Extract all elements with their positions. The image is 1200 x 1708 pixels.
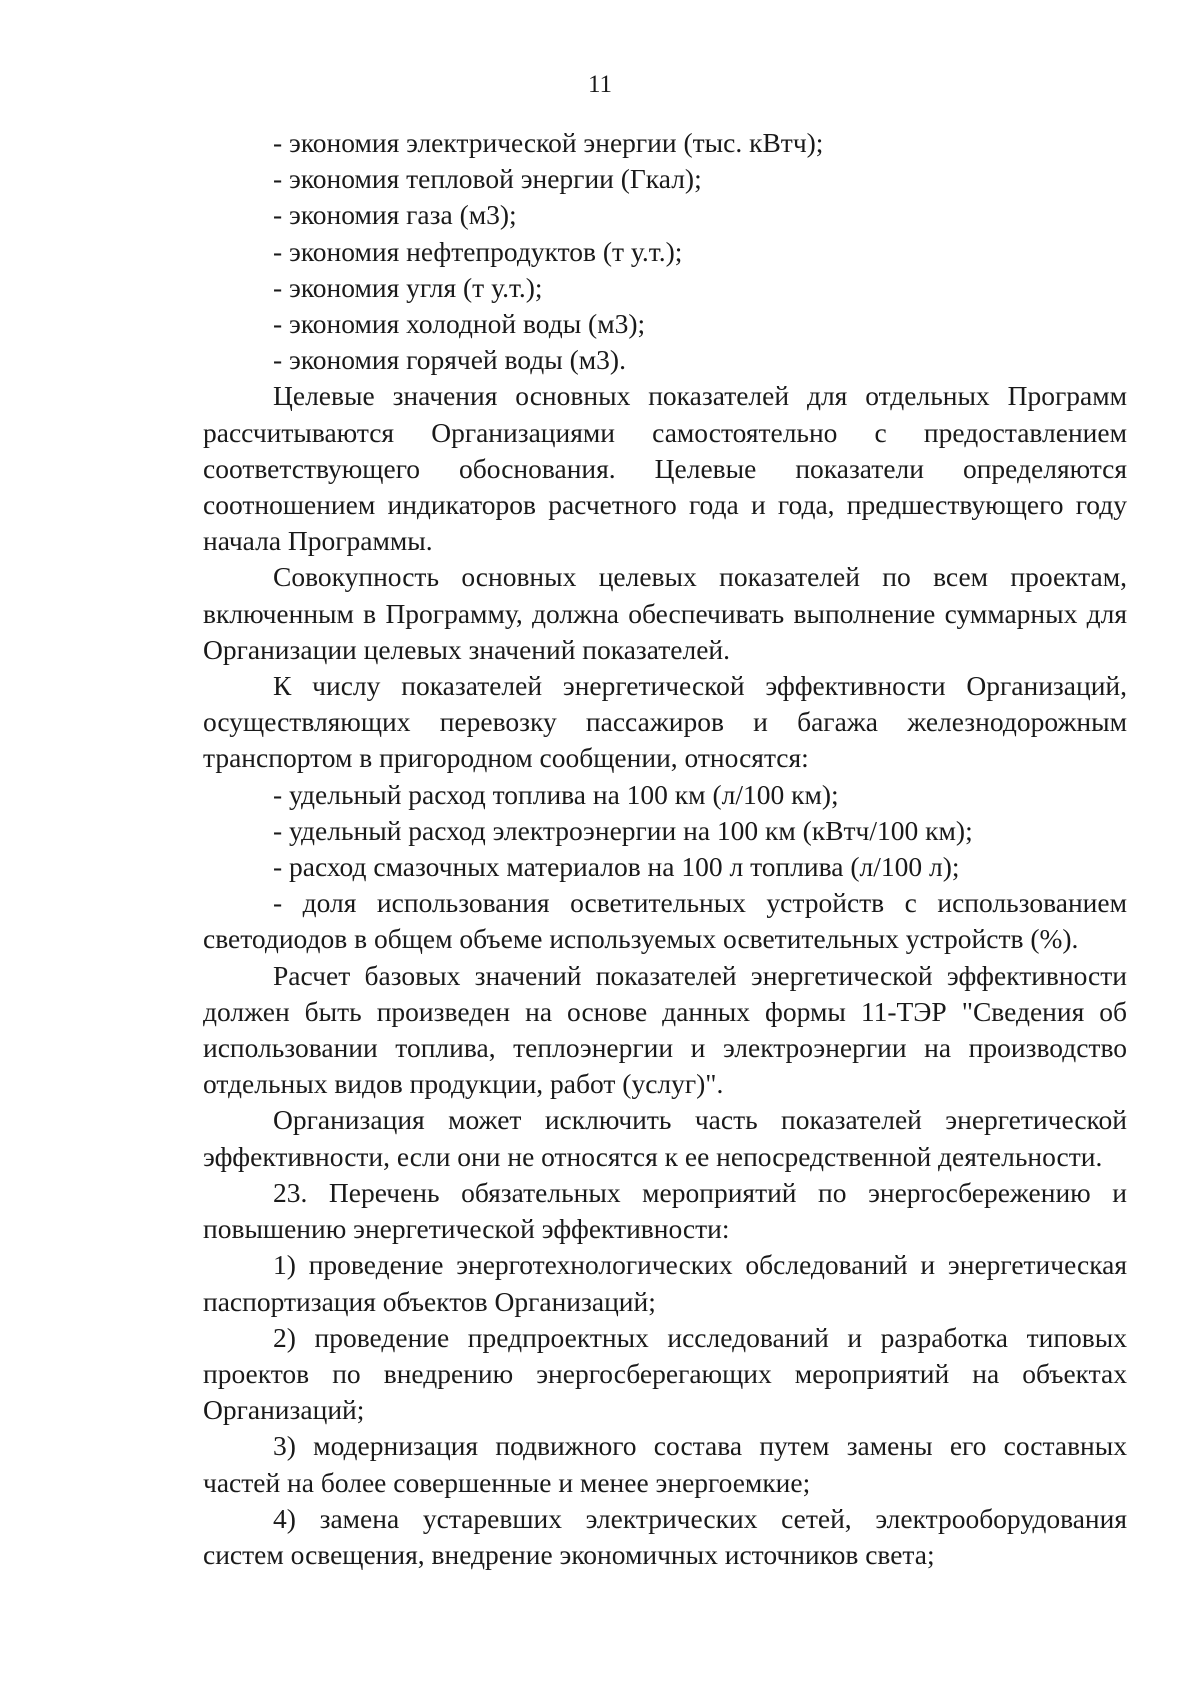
paragraph: К числу показателей энергетической эффективности Организаций, осуществляющих перевозку пассажиров и багажа железнодорожным транспортом в пригородном сообщении, относятся: [203,670,1127,774]
page-number: 11 [587,71,613,98]
paragraph: Целевые значения основных показателей для отдельных Программ рассчитываются Организациями самостоятельно с предоставлением соответствующего обоснования. Целевые показатели определяются соотношением индикаторов расчетного года и года, предшествующего году начала Программы. [203,380,1127,557]
document-body [203,125,1127,1573]
paragraph: 1) проведение энерготехнологических обследований и энергетическая паспортизация объектов Организаций; [203,1249,1127,1317]
paragraph: - доля использования осветительных устройств с использованием светодиодов в общем объеме используемых осветительных устройств (%). [203,887,1127,955]
paragraph: - экономия газа (м3); [273,199,517,231]
paragraph: - удельный расход топлива на 100 км (л/100 км); [273,778,839,810]
paragraph: Совокупность основных целевых показателей по всем проектам, включенным в Программу, должна обеспечивать выполнение суммарных для Организации целевых значений показателей. [203,561,1127,665]
paragraph: Организация может исключить часть показателей энергетической эффективности, если они не относятся к ее непосредственной деятельности. [203,1104,1127,1172]
paragraph: - удельный расход электроэнергии на 100 км (кВтч/100 км); [273,814,973,846]
paragraph: 3) модернизация подвижного состава путем замены его составных частей на более совершенные и менее энергоемкие; [203,1430,1127,1498]
paragraph: - экономия электрической энергии (тыс. кВтч); [273,127,824,158]
paragraph: - экономия горячей воды (м3). [273,344,626,376]
paragraph: 23. Перечень обязательных мероприятий по энергосбережению и повышению энергетической эффективности: [203,1176,1127,1245]
paragraph: 2) проведение предпроектных исследований и разработка типовых проектов по внедрению энергосберегающих мероприятий на объектах Организаций; [203,1321,1127,1426]
paragraph: - экономия тепловой энергии (Гкал); [273,163,702,195]
paragraph: - экономия угля (т у.т.); [273,271,543,303]
paragraph: Расчет базовых значений показателей энергетической эффективности должен быть произведен на основе данных формы 11-ТЭР "Сведения об использовании топлива, теплоэнергии и электроэнергии на производство отдельных видов продукции, работ (услуг)". [203,959,1127,1100]
paragraph: 4) замена устаревших электрических сетей, электрооборудования систем освещения, внедрение экономичных источников света; [203,1502,1127,1570]
paragraph: - экономия холодной воды (м3); [273,308,646,340]
paragraph: - расход смазочных материалов на 100 л топлива (л/100 л); [273,851,960,883]
paragraph: - экономия нефтепродуктов (т у.т.); [273,235,683,267]
